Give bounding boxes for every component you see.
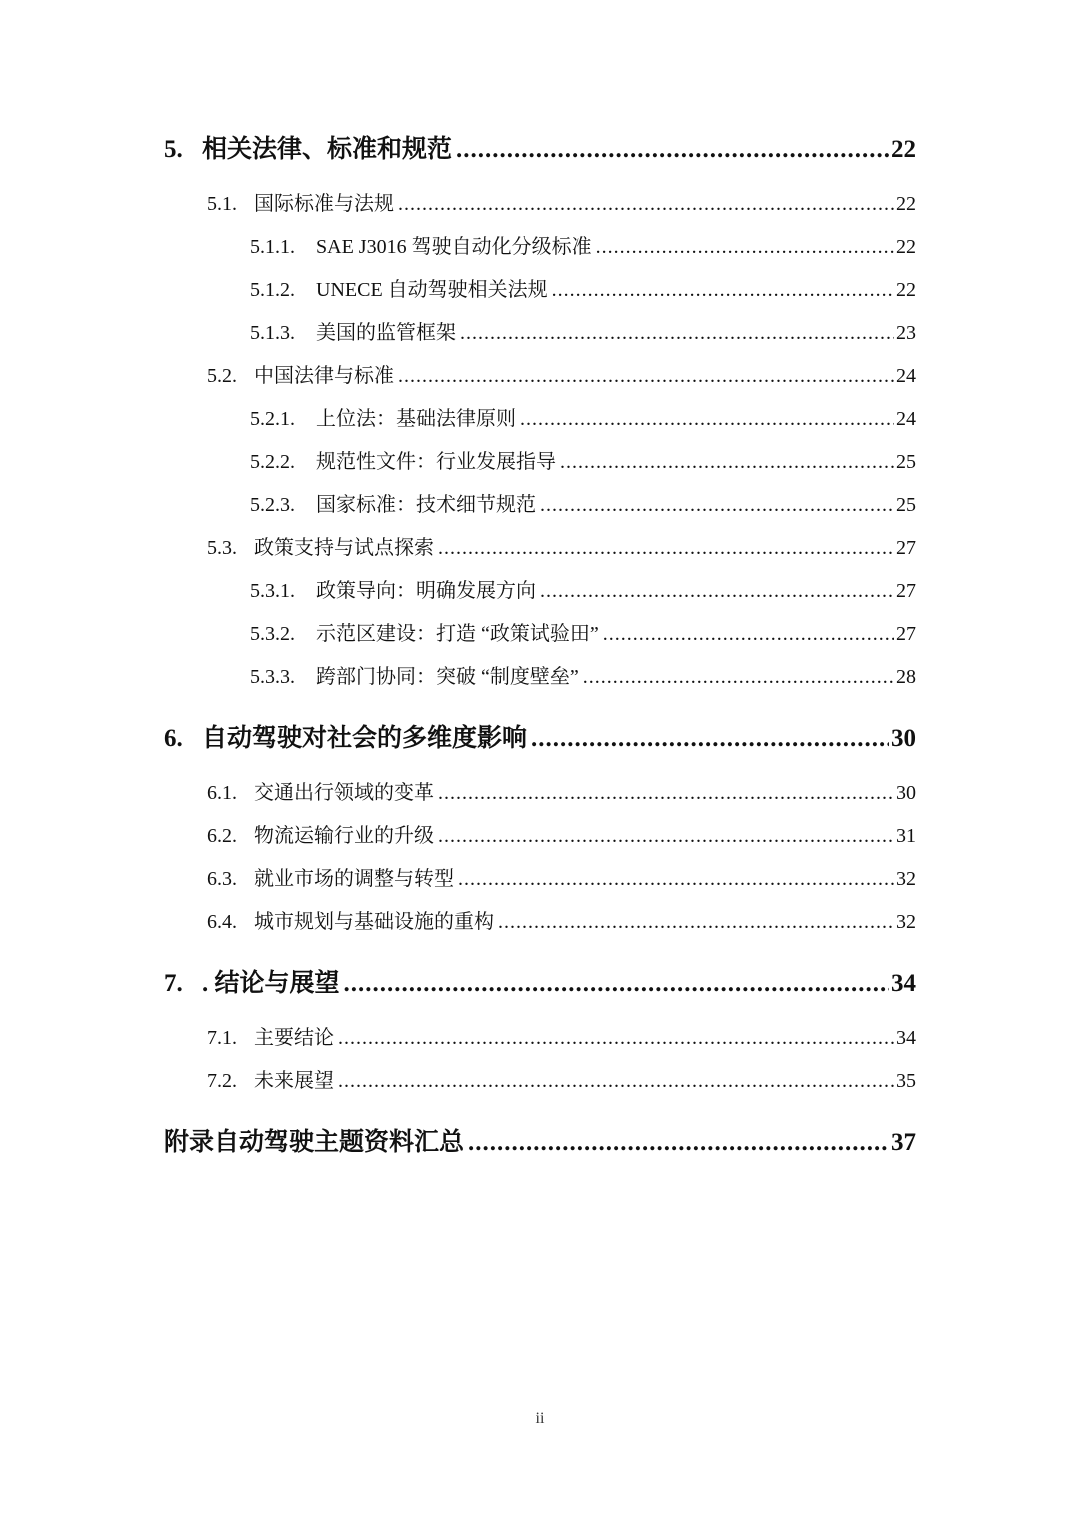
dot-leader <box>603 613 894 656</box>
toc-title: 规范性文件：行业发展指导 <box>316 451 556 473</box>
toc-appendix[interactable] <box>164 1121 916 1165</box>
toc-subsection-5-2-3[interactable] <box>164 484 916 527</box>
toc-page-number: 37 <box>891 1129 916 1156</box>
toc-section-5-2[interactable] <box>164 355 916 398</box>
dot-leader <box>338 1017 894 1060</box>
toc-page-number: 25 <box>896 494 916 516</box>
dot-leader <box>531 717 889 761</box>
toc-page-number: 34 <box>891 970 916 997</box>
toc-number: 5.1. <box>207 193 237 215</box>
toc-section-6-1[interactable] <box>164 772 916 815</box>
dot-leader <box>438 815 894 858</box>
toc-subsection-5-3-3[interactable] <box>164 656 916 699</box>
toc-page-number: 34 <box>896 1027 916 1049</box>
toc-title: 相关法律、标准和规范 <box>202 136 453 163</box>
toc-subsection-5-1-2[interactable] <box>164 269 916 312</box>
toc-number: 5.3.1. <box>250 580 295 602</box>
dot-leader <box>438 527 894 570</box>
toc-number: 7. <box>164 970 183 997</box>
toc-page-number: 32 <box>896 868 916 890</box>
toc-page-number: 22 <box>896 279 916 301</box>
toc-title: 就业市场的调整与转型 <box>254 868 454 890</box>
dot-leader <box>540 484 894 527</box>
toc-page-number: 31 <box>896 825 916 847</box>
toc-subsection-5-1-1[interactable] <box>164 226 916 269</box>
toc-subsection-5-3-1[interactable] <box>164 570 916 613</box>
toc-number: 6. <box>164 725 183 752</box>
dot-leader <box>458 858 894 901</box>
toc-page-number: 27 <box>896 623 916 645</box>
toc-number: 7.1. <box>207 1027 237 1049</box>
toc-title: . 结论与展望 <box>202 970 340 997</box>
toc-page-number: 22 <box>896 193 916 215</box>
toc-number: 5.2. <box>207 365 237 387</box>
toc-number: 6.1. <box>207 782 237 804</box>
toc-title: 城市规划与基础设施的重构 <box>254 911 494 933</box>
dot-leader <box>540 570 894 613</box>
toc-section-6-4[interactable] <box>164 901 916 944</box>
toc-chapter-7[interactable] <box>164 962 916 1006</box>
toc-page-number: 35 <box>896 1070 916 1092</box>
dot-leader <box>560 441 894 484</box>
toc-page-number: 28 <box>896 666 916 688</box>
toc-title: 附录自动驾驶主题资料汇总 <box>164 1129 465 1156</box>
toc-section-7-1[interactable] <box>164 1017 916 1060</box>
toc-number: 5.2.3. <box>250 494 295 516</box>
toc-title: SAE J3016 驾驶自动化分级标准 <box>316 236 592 258</box>
toc-section-6-2[interactable] <box>164 815 916 858</box>
toc-title: 主要结论 <box>254 1027 334 1049</box>
toc-page-number: 32 <box>896 911 916 933</box>
toc-page-number: 25 <box>896 451 916 473</box>
dot-leader <box>398 355 894 398</box>
toc-subsection-5-3-2[interactable] <box>164 613 916 656</box>
toc-page-number: 30 <box>891 725 916 752</box>
table-of-contents <box>164 128 916 1165</box>
dot-leader <box>468 1121 889 1165</box>
toc-chapter-5[interactable] <box>164 128 916 172</box>
toc-title: 物流运输行业的升级 <box>254 825 434 847</box>
dot-leader <box>456 128 889 172</box>
toc-number: 5.2.2. <box>250 451 295 473</box>
toc-title: 自动驾驶对社会的多维度影响 <box>202 725 528 752</box>
toc-number: 5.3. <box>207 537 237 559</box>
toc-section-5-1[interactable] <box>164 183 916 226</box>
toc-page-number: 27 <box>896 580 916 602</box>
toc-section-7-2[interactable] <box>164 1060 916 1103</box>
toc-title: 上位法：基础法律原则 <box>316 408 516 430</box>
toc-number: 5.1.3. <box>250 322 295 344</box>
toc-number: 5.3.2. <box>250 623 295 645</box>
toc-page-number: 22 <box>896 236 916 258</box>
toc-page-number: 23 <box>896 322 916 344</box>
dot-leader <box>498 901 894 944</box>
dot-leader <box>520 398 894 441</box>
toc-number: 6.2. <box>207 825 237 847</box>
dot-leader <box>596 226 894 269</box>
dot-leader <box>552 269 894 312</box>
toc-subsection-5-1-3[interactable] <box>164 312 916 355</box>
dot-leader <box>398 183 894 226</box>
toc-number: 5.1.2. <box>250 279 295 301</box>
toc-title: 美国的监管框架 <box>316 322 456 344</box>
toc-section-5-3[interactable] <box>164 527 916 570</box>
toc-chapter-6[interactable] <box>164 717 916 761</box>
toc-page-number: 27 <box>896 537 916 559</box>
toc-title: 未来展望 <box>254 1070 334 1092</box>
toc-title: 国家标准：技术细节规范 <box>316 494 536 516</box>
toc-number: 6.3. <box>207 868 237 890</box>
toc-page-number: 30 <box>896 782 916 804</box>
toc-number: 5.3.3. <box>250 666 295 688</box>
toc-section-6-3[interactable] <box>164 858 916 901</box>
toc-number: 5.2.1. <box>250 408 295 430</box>
toc-number: 5. <box>164 136 183 163</box>
toc-title: 跨部门协同：突破 “制度壁垒” <box>316 666 579 688</box>
toc-page-number: 22 <box>891 136 916 163</box>
toc-title: 政策支持与试点探索 <box>254 537 434 559</box>
toc-page-number: 24 <box>896 365 916 387</box>
toc-title: 示范区建设：打造 “政策试验田” <box>316 623 599 645</box>
toc-page-number: 24 <box>896 408 916 430</box>
toc-subsection-5-2-2[interactable] <box>164 441 916 484</box>
toc-subsection-5-2-1[interactable] <box>164 398 916 441</box>
dot-leader <box>460 312 894 355</box>
toc-title: 交通出行领域的变革 <box>254 782 434 804</box>
dot-leader <box>583 656 894 699</box>
toc-title: 国际标准与法规 <box>254 193 394 215</box>
toc-number: 5.1.1. <box>250 236 295 258</box>
dot-leader <box>344 962 889 1006</box>
toc-title: 政策导向：明确发展方向 <box>316 580 536 602</box>
toc-number: 6.4. <box>207 911 237 933</box>
toc-title: UNECE 自动驾驶相关法规 <box>316 279 548 301</box>
toc-number: 7.2. <box>207 1070 237 1092</box>
dot-leader <box>338 1060 894 1103</box>
toc-title: 中国法律与标准 <box>254 365 394 387</box>
dot-leader <box>438 772 894 815</box>
page-footer-number: ii <box>535 1410 545 1427</box>
